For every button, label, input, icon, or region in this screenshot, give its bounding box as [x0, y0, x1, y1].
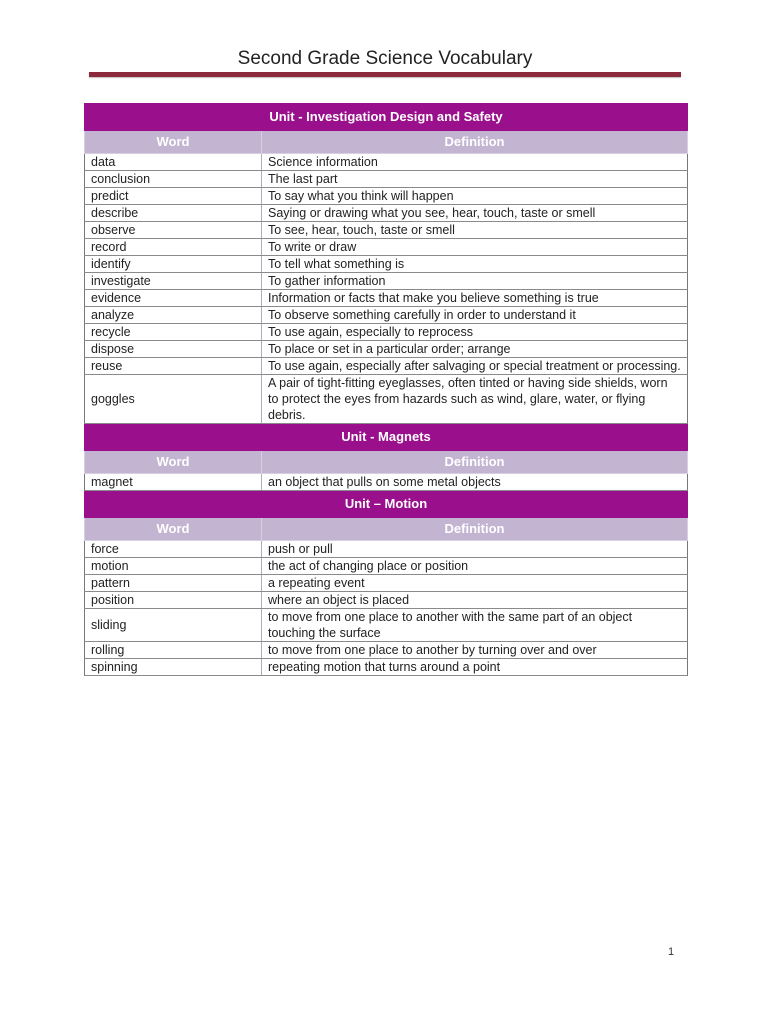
vocab-word: observe [85, 222, 262, 239]
vocab-definition: The last part [262, 171, 688, 188]
title-divider [89, 72, 681, 77]
vocab-word: rolling [85, 642, 262, 659]
table-row [85, 659, 688, 676]
table-row [85, 188, 688, 205]
word-column-header: Word [85, 518, 262, 541]
vocab-definition: Science information [262, 154, 688, 171]
table-row [85, 341, 688, 358]
vocab-definition: a repeating event [262, 575, 688, 592]
vocab-definition: To tell what something is [262, 256, 688, 273]
table-row [85, 375, 688, 424]
vocab-word: investigate [85, 273, 262, 290]
vocab-definition: To write or draw [262, 239, 688, 256]
column-header-row [85, 131, 688, 154]
column-header-row [85, 451, 688, 474]
vocab-word: motion [85, 558, 262, 575]
unit-title: Unit - Investigation Design and Safety [85, 104, 688, 131]
table-row [85, 222, 688, 239]
vocab-word: sliding [85, 609, 262, 642]
table-row [85, 642, 688, 659]
vocab-definition: repeating motion that turns around a point [262, 659, 688, 676]
vocab-word: recycle [85, 324, 262, 341]
vocab-definition: to move from one place to another with the same part of an object touching the surface [262, 609, 688, 642]
vocabulary-table [84, 103, 688, 676]
vocab-definition: Information or facts that make you believe something is true [262, 290, 688, 307]
table-row [85, 592, 688, 609]
vocab-definition: To gather information [262, 273, 688, 290]
table-row [85, 307, 688, 324]
vocab-word: record [85, 239, 262, 256]
vocab-definition: where an object is placed [262, 592, 688, 609]
vocab-definition: the act of changing place or position [262, 558, 688, 575]
table-row [85, 541, 688, 558]
vocab-word: evidence [85, 290, 262, 307]
table-row [85, 609, 688, 642]
vocab-word: data [85, 154, 262, 171]
table-row [85, 290, 688, 307]
unit-header-row [85, 491, 688, 518]
table-row [85, 474, 688, 491]
vocab-definition: To observe something carefully in order to understand it [262, 307, 688, 324]
vocab-definition: Saying or drawing what you see, hear, touch, taste or smell [262, 205, 688, 222]
vocab-word: position [85, 592, 262, 609]
vocab-definition: To place or set in a particular order; arrange [262, 341, 688, 358]
table-row [85, 154, 688, 171]
vocab-word: identify [85, 256, 262, 273]
word-column-header: Word [85, 131, 262, 154]
definition-column-header: Definition [262, 131, 688, 154]
table-row [85, 358, 688, 375]
table-row [85, 256, 688, 273]
vocab-definition: To say what you think will happen [262, 188, 688, 205]
vocab-word: conclusion [85, 171, 262, 188]
vocab-word: describe [85, 205, 262, 222]
table-row [85, 273, 688, 290]
unit-title: Unit – Motion [85, 491, 688, 518]
vocab-word: pattern [85, 575, 262, 592]
vocab-word: reuse [85, 358, 262, 375]
vocab-word: goggles [85, 375, 262, 424]
vocab-definition: To see, hear, touch, taste or smell [262, 222, 688, 239]
table-row [85, 324, 688, 341]
vocab-word: spinning [85, 659, 262, 676]
vocab-definition: To use again, especially to reprocess [262, 324, 688, 341]
vocab-word: analyze [85, 307, 262, 324]
unit-header-row [85, 104, 688, 131]
vocab-definition: To use again, especially after salvaging or special treatment or processing. [262, 358, 688, 375]
vocab-word: predict [85, 188, 262, 205]
vocab-definition: push or pull [262, 541, 688, 558]
vocab-word: dispose [85, 341, 262, 358]
vocab-definition: an object that pulls on some metal objects [262, 474, 688, 491]
definition-column-header: Definition [262, 451, 688, 474]
unit-header-row [85, 424, 688, 451]
vocab-word: force [85, 541, 262, 558]
vocab-definition: A pair of tight-fitting eyeglasses, often tinted or having side shields, worn to protect the eyes from hazards such as wind, glare, water, or flying debris. [262, 375, 688, 424]
table-row [85, 239, 688, 256]
definition-column-header: Definition [262, 518, 688, 541]
vocab-word: magnet [85, 474, 262, 491]
page-number: 1 [668, 946, 675, 958]
page-title: Second Grade Science Vocabulary [237, 48, 533, 69]
table-row [85, 575, 688, 592]
table-row [85, 558, 688, 575]
table-row [85, 171, 688, 188]
unit-title: Unit - Magnets [85, 424, 688, 451]
word-column-header: Word [85, 451, 262, 474]
table-row [85, 205, 688, 222]
vocab-definition: to move from one place to another by turning over and over [262, 642, 688, 659]
column-header-row [85, 518, 688, 541]
